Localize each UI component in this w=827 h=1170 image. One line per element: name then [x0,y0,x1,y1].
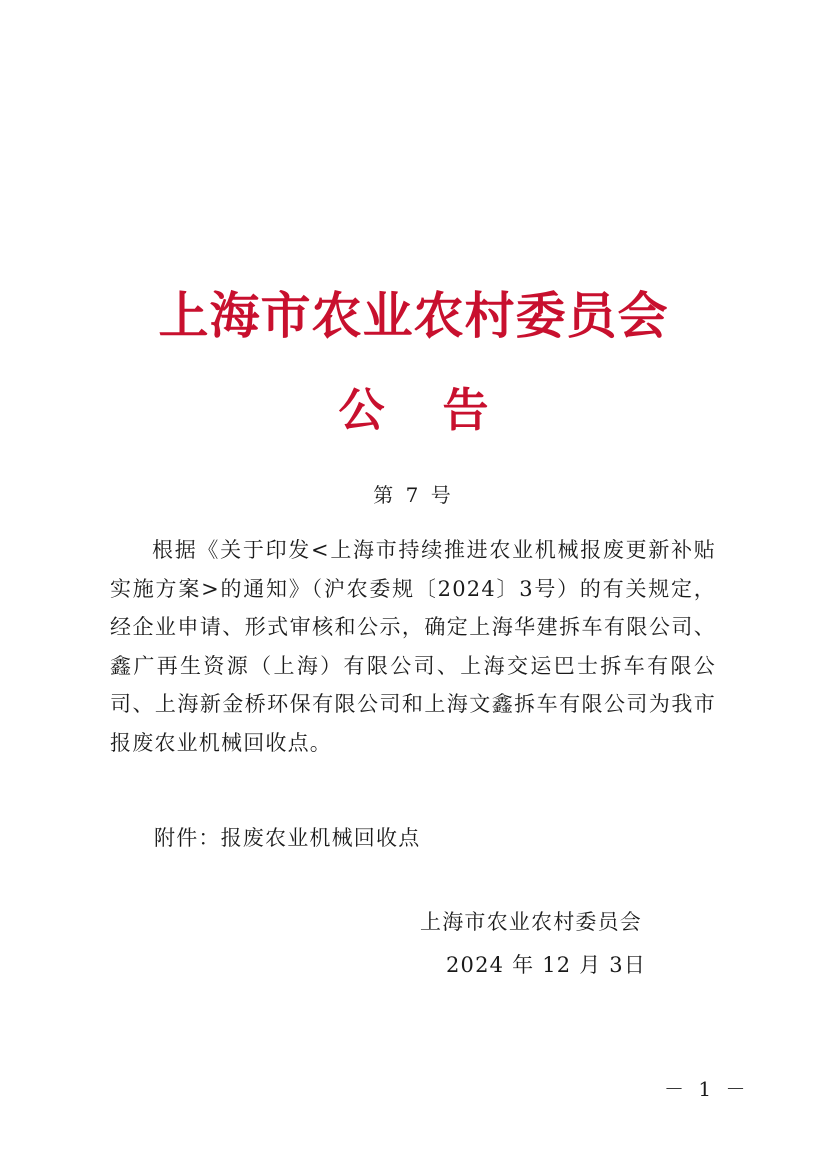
page-number: － 1 － [664,1077,750,1101]
document-type-char-2: 告 [442,383,489,437]
document-number: 第 7 号 [373,483,454,507]
signature-date: 2024 年 12 月 3日 [446,953,647,977]
document-type-char-1: 公 [338,383,385,437]
signature-organization: 上海市农业农村委员会 [420,910,642,934]
attachment-line: 附件：报废农业机械回收点 [154,826,421,850]
issuing-organization-title: 上海市农业农村委员会 [158,287,669,345]
document-type-heading [0,374,827,440]
body-paragraph: 根据《关于印发<上海市持续推进农业机械报废更新补贴实施方案>的通知》（沪农委规〔2024〕3号）的有关规定，经企业申请、形式审核和公示，确定上海华建拆车有限公司、鑫广再生资源（上海）有限公司、上海交运巴士拆车有限公司、上海新金桥环保有限公司和上海文鑫拆车有限公司为我市报废农业机械回收点。 [110,538,716,755]
